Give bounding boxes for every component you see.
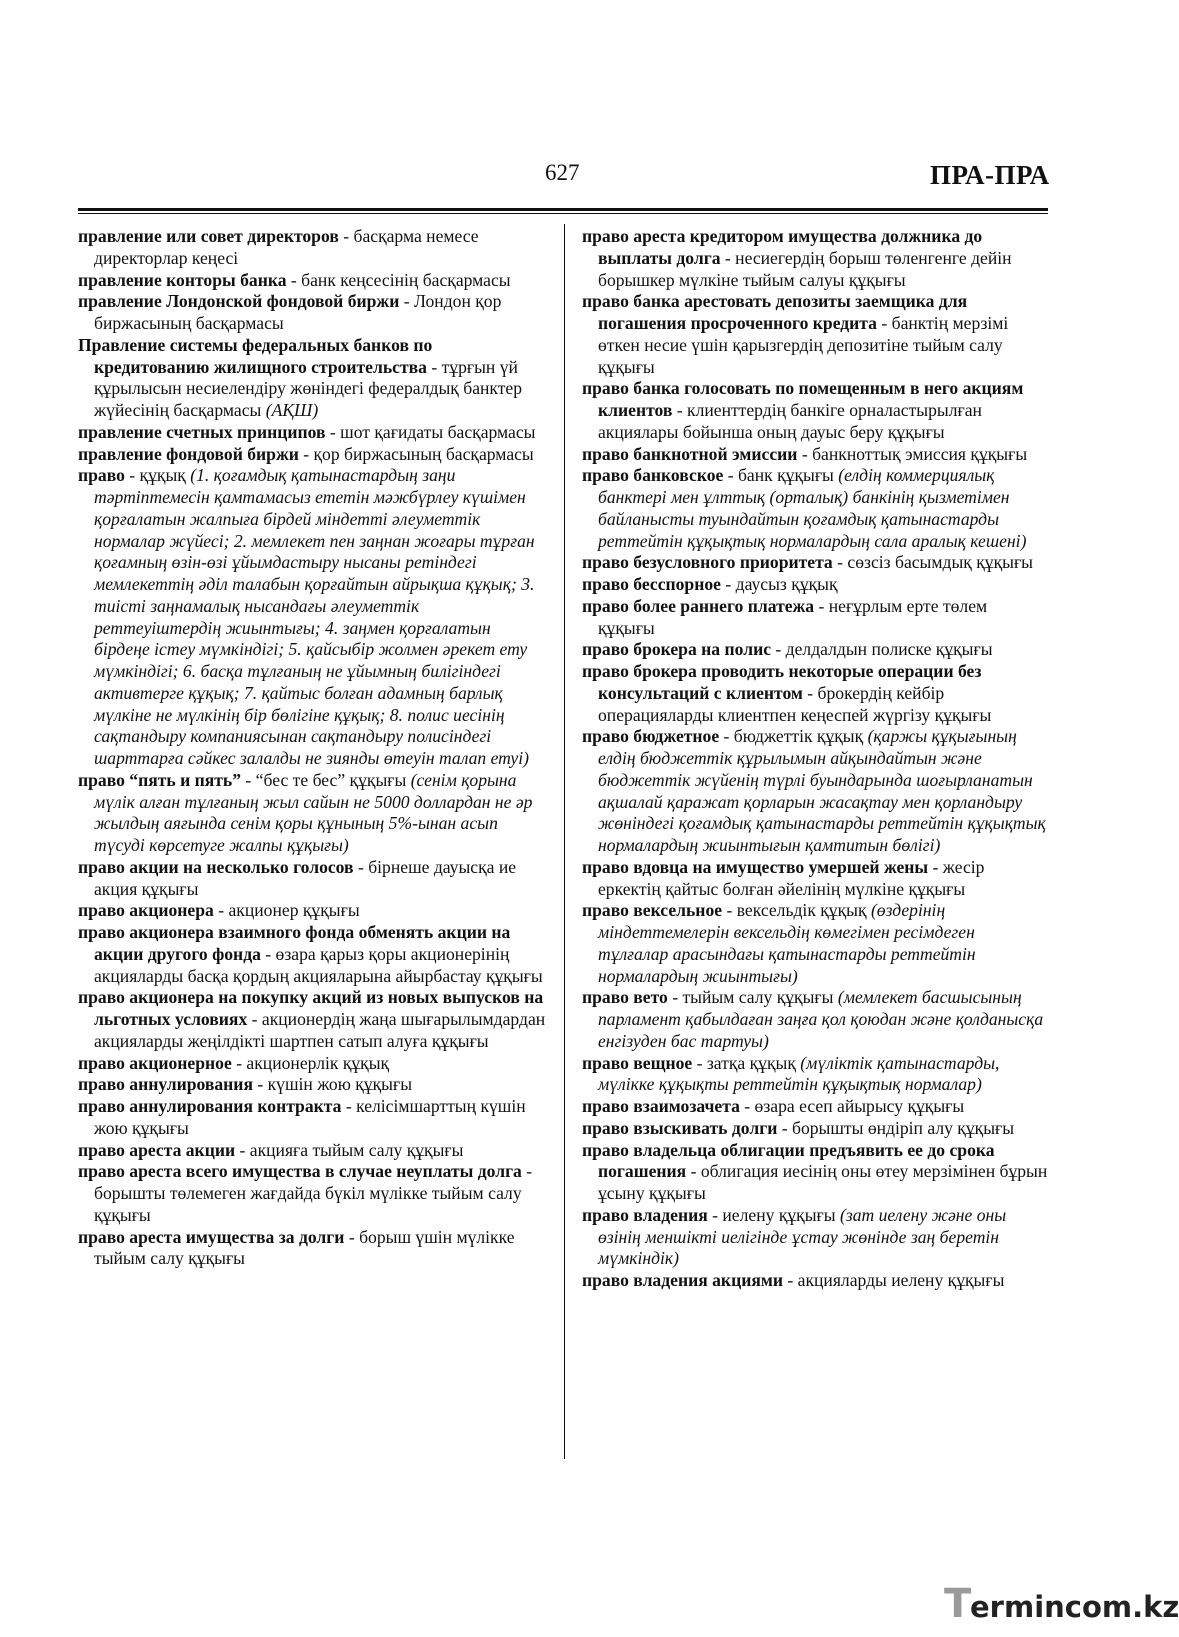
entry-translation: - вексельдік құқық (722, 900, 871, 921)
entry-term: право банковское (582, 465, 724, 486)
dictionary-entry (582, 1270, 1048, 1292)
entry-translation: - “бес те бес” құқығы (241, 769, 411, 790)
entry-translation: - борышты төлемеген жағдайда бүкіл мүлікке тыйым салу құқығы (94, 1161, 533, 1225)
entry-note: (зат иелену және оны өзінің меншікті иелігінде ұстау жөнінде заң беретін мүмкіндік) (598, 1204, 1007, 1269)
entry-translation: - банкноттық эмиссия құқығы (797, 443, 1028, 464)
dictionary-entry (582, 1053, 1048, 1097)
entry-translation: - акцияға тыйым салу құқығы (235, 1139, 464, 1160)
entry-term: право ареста кредитором имущества должника до выплаты долга (582, 226, 983, 268)
dictionary-entry (582, 596, 1048, 640)
left-column (78, 226, 546, 1270)
dictionary-entry (582, 465, 1048, 552)
entry-note: (елдің коммерциялық банктері мен ұлттық (орталық) банкінің қызметімен байланысты туындайтын қоғамдық қатынастарды реттейтін құқықтық нормалардың сала аралық кешені) (598, 465, 1027, 551)
entry-translation: - Лондон қор биржасының басқармасы (94, 291, 502, 333)
dictionary-entry (78, 444, 546, 466)
entry-term: право более раннего платежа (582, 595, 815, 616)
entry-translation: - несиегердің борыш төленгенге дейін борышкер мүлкіне тыйым салуы құқығы (598, 247, 1012, 290)
dictionary-entry (78, 770, 546, 857)
dictionary-entry (78, 857, 546, 901)
dictionary-entry (582, 291, 1048, 378)
entry-term: право владения (582, 1204, 708, 1225)
entry-term: право брокера проводить некоторые операции без консультаций с клиентом (582, 661, 982, 703)
entry-term: право взаимозачета (582, 1096, 740, 1116)
entry-translation: - тұрғын үй құрылысын несиелендіру жөніндегі федералдық банктер жүйесінің басқармасы (94, 356, 523, 420)
dictionary-entry (78, 1161, 546, 1226)
entry-term: правление конторы банка (78, 269, 287, 290)
header-rule-thin (78, 213, 1048, 214)
dictionary-entry (78, 1053, 546, 1075)
dictionary-entry (582, 987, 1048, 1052)
entry-translation: - делдалдын полиске құқығы (771, 639, 993, 660)
entry-translation: - қор биржасының басқармасы (298, 443, 534, 464)
entry-term: право вдовца на имущество умершей жены (582, 856, 929, 877)
logo-initial: T (944, 1581, 972, 1627)
entry-term: право ареста акции (78, 1139, 236, 1160)
dictionary-entry (582, 1205, 1048, 1270)
entry-term: право банка голосовать по помещенным в него акциям клиентов (582, 378, 1024, 420)
header-rule-thick (78, 208, 1048, 211)
dictionary-entry (582, 1118, 1048, 1140)
entry-term: право акционерное (78, 1052, 232, 1073)
entry-term: право банкнотной эмиссии (582, 443, 798, 464)
entry-term: Правление системы федеральных банков по кредитованию жилищного строительства (78, 334, 433, 377)
entry-translation: - затқа құқық (692, 1052, 801, 1073)
entry-term: право вещное (582, 1052, 693, 1073)
entry-translation: - басқарма немесе директорлар кеңесі (94, 226, 479, 268)
entry-translation: - облигация иесінің оны өтеу мерзімінен бұрын ұсыну құқығы (598, 1161, 1048, 1203)
entry-term: правление фондовой биржи (78, 443, 299, 464)
entry-term: право акционера взаимного фонда обменять акции на акции другого фонда (78, 922, 511, 964)
entry-term: право банка арестовать депозиты заемщика для погашения просроченного кредита (582, 291, 968, 333)
entry-note: (қаржы құқығының елдің бюджеттік құрылымын айқындайтын және бюджеттік жүйенің түрлі буындарында шоғырланатын ақшалай қаражат қорларын жасақтау мен қорландыру жөніндегі қоғамдық қатынастарды реттейтін құқықтық нормалардың жиынтығын қамтитын бөлігі) (598, 726, 1046, 855)
entry-term: право вексельное (582, 900, 723, 921)
entry-translation: - борыш үшін мүлікке тыйым салу құқығы (94, 1226, 515, 1269)
entry-term: правление счетных принципов (78, 421, 326, 442)
dictionary-entry (582, 1096, 1048, 1118)
entry-translation: - келісімшарттың күшін жою құқығы (94, 1096, 526, 1138)
entry-note: (мүліктік қатынастарды, мүлікке құқықты реттейтін құқықтық нормалар) (598, 1052, 1000, 1095)
entry-translation: - сөзсіз басымдық құқығы (832, 552, 1033, 573)
dictionary-entry (78, 226, 546, 270)
entry-translation: - бюджеттік құқық (719, 726, 868, 747)
entry-term: право взыскивать долги (582, 1117, 778, 1138)
dictionary-entry (582, 226, 1048, 291)
entry-term: право безусловного приоритета (582, 552, 833, 573)
dictionary-entry (78, 335, 546, 422)
entry-translation: - жесір еркектің қайтыс болған әйелінің мүлкіне құқығы (598, 856, 985, 899)
page-number: 627 (545, 160, 580, 185)
entry-translation: - акцияларды иелену құқығы (782, 1270, 1005, 1290)
entry-translation: - өзара есеп айырысу құқығы (739, 1096, 965, 1116)
dictionary-entry (78, 1074, 546, 1096)
right-column (582, 226, 1048, 1292)
entry-term: право ареста имущества за долги (78, 1226, 345, 1247)
entry-translation: - даусыз құқық (720, 574, 838, 594)
dictionary-entry (78, 465, 546, 770)
section-label: ПРА-ПРА (930, 160, 1050, 190)
entry-translation: - акционердің жаңа шығарылымдардан акцияларды жеңілдікті шартпен сатып алуға құқығы (94, 1009, 546, 1051)
entry-term: право владельца облигации предъявить ее до срока погашения (582, 1139, 995, 1182)
dictionary-entry (582, 1140, 1048, 1205)
entry-translation: - күшін жою құқығы (252, 1074, 413, 1095)
dictionary-entry (78, 900, 546, 922)
entry-note: (өздерінің міндеттемелерін вексельдің көмегімен ресімдеген тұлғалар арасындағы қатынастарды реттейтін нормалардың жиынтығы) (598, 900, 976, 986)
entry-translation: - банктің мерзімі өткен несие үшін қарызгердің депозитіне тыйым салу құқығы (598, 313, 1009, 377)
entry-term: право “пять и пять” (78, 769, 242, 790)
entry-note: (АҚШ) (265, 400, 319, 420)
entry-translation: - брокердің кейбір операцияларды клиентпен кеңеспей жүргізу құқығы (598, 682, 992, 725)
dictionary-entry (582, 661, 1048, 726)
dictionary-entry (78, 922, 546, 987)
dictionary-entry (78, 291, 546, 335)
entry-term: правление Лондонской фондовой биржи (78, 291, 400, 312)
logo-text: ermincοm.kz (970, 1590, 1179, 1624)
entry-translation: - иелену құқығы (707, 1204, 840, 1225)
entry-translation: - акционерлік құқық (231, 1052, 390, 1073)
entry-note: (мемлекет басшысының парламент қабылдаған заңға қол қоюдан және қолданысқа енгізуден бас тартуы) (598, 987, 1044, 1051)
entry-term: право (78, 465, 125, 486)
entry-term: право брокера на полис (582, 639, 772, 660)
entry-translation: - банк кеңсесінің басқармасы (286, 269, 511, 290)
dictionary-entry (78, 422, 546, 444)
dictionary-entry (582, 857, 1048, 901)
entry-translation: - өзара қарыз қоры акционерінің акцияларды басқа қордың акцияларына айырбастау құқығы (94, 943, 543, 986)
entry-term: право бесспорное (582, 574, 721, 594)
entry-translation: - бірнеше дауысқа ие акция құқығы (94, 856, 517, 899)
dictionary-entry (78, 1227, 546, 1271)
entry-term: право акционера на покупку акций из новых выпусков на льготных условиях (78, 987, 544, 1029)
entry-term: право акционера (78, 900, 214, 921)
entry-term: право бюджетное (582, 726, 720, 747)
entry-translation: - шот қағидаты басқармасы (325, 421, 536, 442)
entry-term: право ареста всего имущества в случае неуплаты долга (78, 1161, 522, 1182)
column-divider (564, 224, 565, 1459)
entry-translation: - клиенттердің банкіге орналастырылған акциялары бойынша оның дауыс беру құқығы (598, 400, 982, 442)
dictionary-entry (582, 552, 1048, 574)
entry-term: право владения акциями (582, 1270, 783, 1290)
entry-translation: - құқық (124, 465, 191, 486)
entry-note: (сенім қорына мүлік алған тұлғаның жыл сайын не 5000 доллардан не әр жылдың аяғында сенім қоры құнының 5%-ынан асып түсуді көрсетуге жалпы құқығы) (94, 769, 533, 855)
dictionary-entry (582, 574, 1048, 596)
entry-translation: - тыйым салу құқығы (667, 987, 838, 1008)
dictionary-entry (78, 1140, 546, 1162)
dictionary-entry (582, 639, 1048, 661)
entry-term: право аннулирования (78, 1074, 253, 1095)
entry-term: право аннулирования контракта (78, 1096, 342, 1116)
entry-translation: - борышты өндіріп алу құқығы (777, 1117, 1015, 1138)
dictionary-entry (582, 900, 1048, 987)
entry-translation: - банк құқығы (723, 465, 839, 486)
entry-term: правление или совет директоров (78, 226, 339, 246)
dictionary-entry (582, 444, 1048, 466)
dictionary-entry (582, 378, 1048, 443)
dictionary-entry (78, 270, 546, 292)
dictionary-entry (78, 987, 546, 1052)
dictionary-entry (78, 1096, 546, 1140)
entry-term: право акции на несколько голосов (78, 856, 354, 877)
entry-term: право вето (582, 987, 668, 1008)
dictionary-entry (582, 726, 1048, 857)
entry-translation: - акционер құқығы (213, 900, 360, 921)
entry-note: (1. қоғамдық қатынастардың заңи тәртіптемесін қамтамасыз ететін мәжбүрлеу күшімен қорғалатын жалпыға бірдей міндетті әлеуметтік нормалар жүйесі; 2. мемлекет пен заңнан жоғары тұрған қоғамның өзін-өзі ұйымдастыру нысаны ретіндегі мемлекеттің әділ талабын қорғайтын айрықша құқық; 3. тиісті заңнамалық нысандағы әлеуметтік реттеуіштердің жиынтығы; 4. заңмен қорғалатын бірдеңе істеу мүмкіндігі; 5. қайсыбір жолмен әрекет ету мүмкіндігі; 6. басқа тұлғаның не ұйымның билігіндегі активтерге құқық; 7. қайтыс болған адамның барлық мүлкіне не мүлкінің бір бөлігіне құқық; 8. полис иесінің сақтандыру компаниясынан сақтандыру полисіндегі шарттарға сәйкес залалды не зиянды өтеуін талап етуі) (94, 465, 535, 768)
entry-translation: - неғұрлым ерте төлем құқығы (598, 595, 988, 638)
